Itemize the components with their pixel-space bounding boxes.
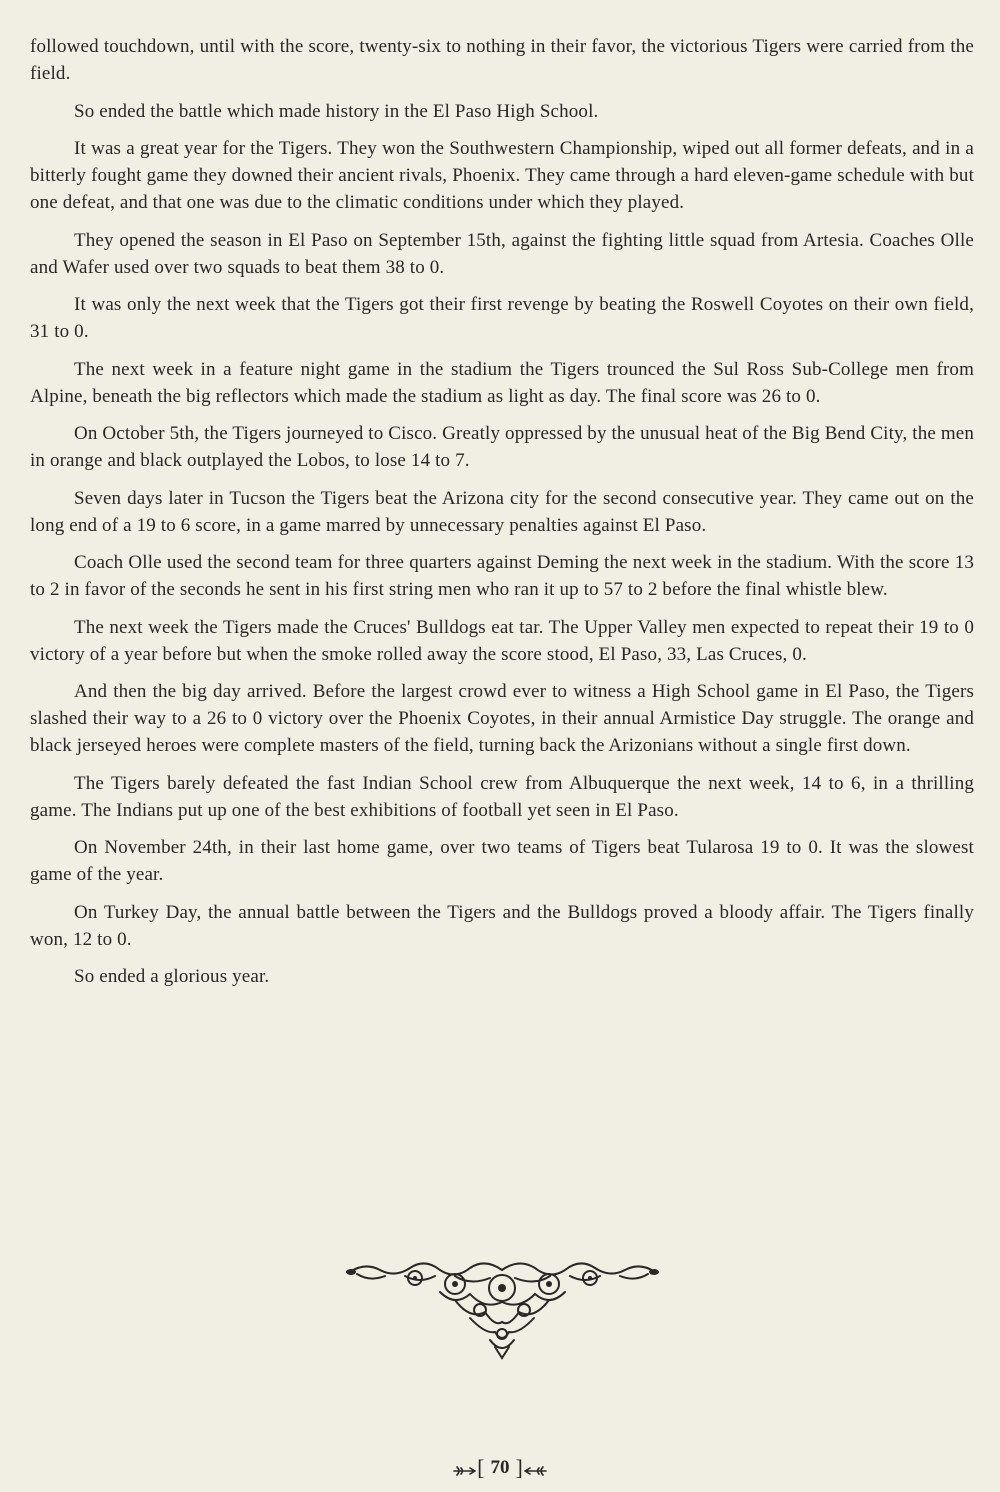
- paragraph-phoenix-game: And then the big day arrived. Before the largest crowd ever to witness a High School game in El Paso, the Tigers slashed their way to a 26 to 0 victory over the Phoenix Coyotes, in their annual Armistice Day struggle. The orange and black jerseyed heroes were complete masters of the field, turning back the Arizonians without a single first down.: [30, 681, 974, 756]
- arrow-flourish-icon: [453, 1461, 477, 1475]
- floral-scroll-ornament-icon: [345, 1252, 660, 1362]
- paragraph-albuquerque-game: The Tigers barely defeated the fast Indian School crew from Albuquerque the next week, 14 to 6, in a thrilling game. The Indians put up one of the best exhibitions of football yet seen in El Paso.: [30, 772, 974, 821]
- paragraph-great-year: It was a great year for the Tigers. They won the Southwestern Championship, wiped out all former defeats, and in a bitterly fought game they downed their ancient rivals, Phoenix. They came through a hard eleven-game schedule with but one defeat, and that one was due to the climatic conditions under which they played.: [30, 138, 974, 213]
- arrow-flourish-icon: [523, 1461, 547, 1475]
- paragraph-artesia-game: They opened the season in El Paso on September 15th, against the fighting little squad from Artesia. Coaches Olle and Wafer used over two squads to beat them 38 to 0.: [30, 229, 974, 278]
- paragraph-tucson-game: Seven days later in Tucson the Tigers beat the Arizona city for the second consecutive year. They came out on the long end of a 19 to 6 score, in a game marred by unnecessary penalties against El Paso.: [30, 487, 974, 536]
- paragraph-glorious-year: So ended a glorious year.: [74, 966, 270, 987]
- page-footer: [0, 1455, 1000, 1480]
- paragraph-cisco-game: On October 5th, the Tigers journeyed to Cisco. Greatly oppressed by the unusual heat of the Big Bend City, the men in orange and black outplayed the Lobos, to lose 14 to 7.: [30, 423, 974, 471]
- paragraph-sul-ross-game: The next week in a feature night game in the stadium the Tigers trounced the Sul Ross Sub-College men from Alpine, beneath the big reflectors which made the stadium as light as day. The final score was 26 to 0.: [30, 358, 974, 407]
- paragraph-continuation: followed touchdown, until with the score, twenty-six to nothing in their favor, the victorious Tigers were carried from the field.: [30, 36, 974, 84]
- paragraph-las-cruces-game: The next week the Tigers made the Cruces' Bulldogs eat tar. The Upper Valley men expected to repeat their 19 to 0 victory of a year before but when the smoke rolled away the score stood, El Paso, 33, Las Cruces, 0.: [30, 616, 974, 665]
- page-number-bracket-left: [: [477, 1454, 485, 1480]
- paragraph-tularosa-game: On November 24th, in their last home game, over two teams of Tigers beat Tularosa 19 to 0. It was the slowest game of the year.: [30, 837, 974, 885]
- page-number: 70: [490, 1456, 510, 1478]
- page-number-bracket-right: ]: [515, 1454, 523, 1480]
- paragraph-roswell-game: It was only the next week that the Tigers got their first revenge by beating the Roswell Coyotes on their own field, 31 to 0.: [30, 294, 974, 342]
- paragraph-deming-game: Coach Olle used the second team for three quarters against Deming the next week in the stadium. With the score 13 to 2 in favor of the seconds he sent in his first string men who ran it up to 57 to 2 before the final whistle blew.: [30, 552, 974, 600]
- paragraph-battle-ending: So ended the battle which made history in the El Paso High School.: [74, 100, 599, 122]
- paragraph-turkey-day-game: On Turkey Day, the annual battle between the Tigers and the Bulldogs proved a bloody affair. The Tigers finally won, 12 to 0.: [30, 901, 974, 950]
- body-text: [30, 33, 974, 1001]
